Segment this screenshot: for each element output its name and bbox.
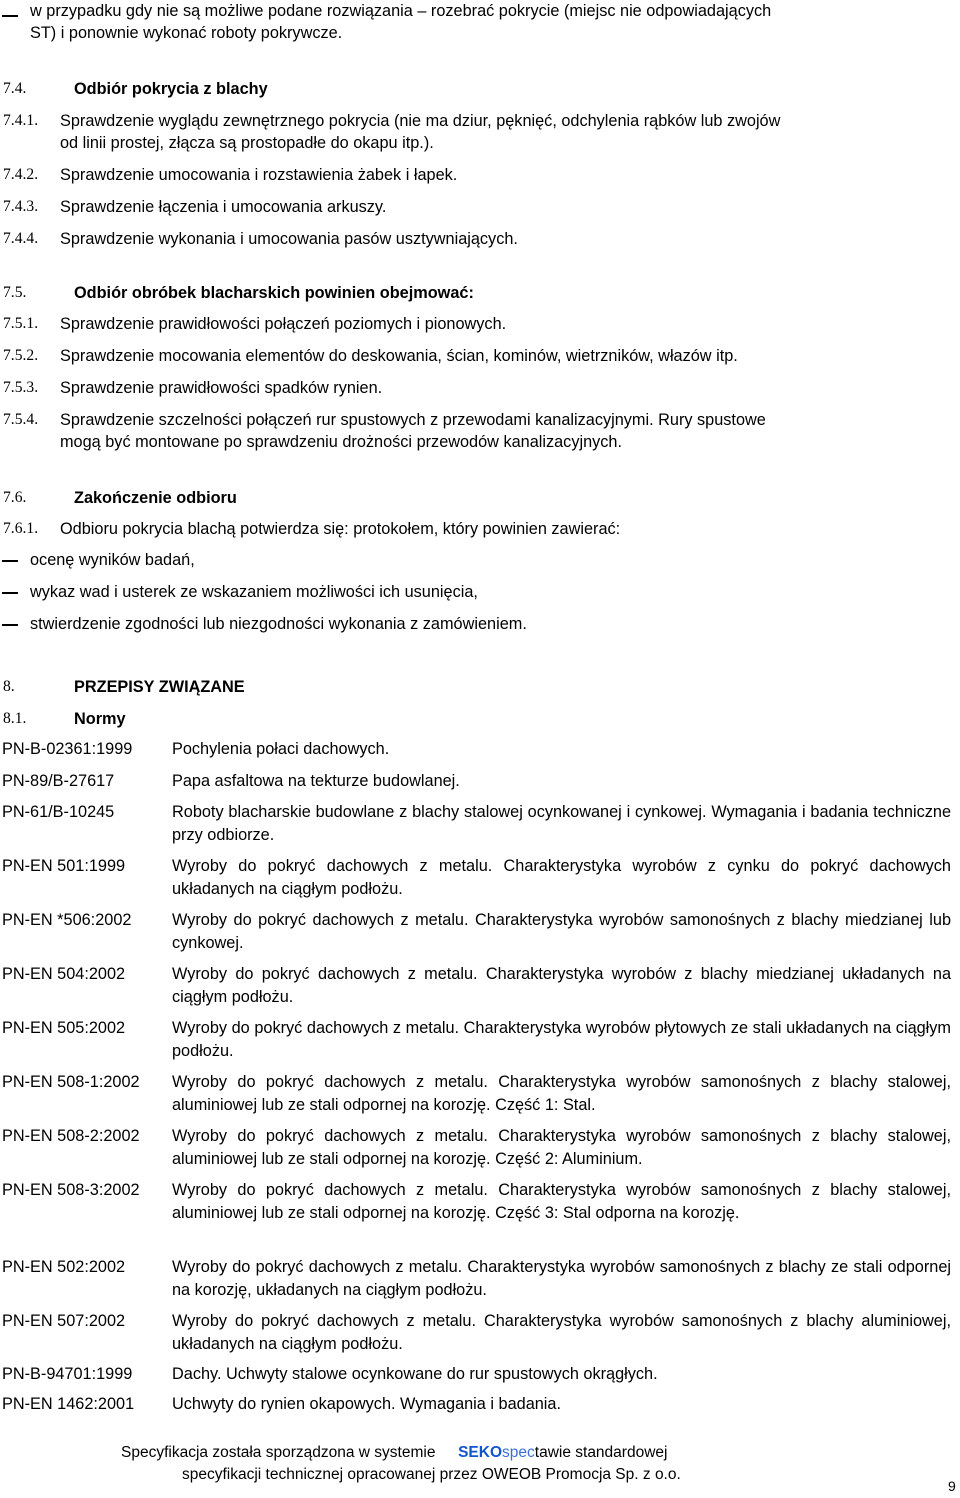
item-number: 7.5.4. bbox=[3, 411, 39, 428]
bullet-dash bbox=[2, 560, 18, 562]
footer-line-1 bbox=[121, 1444, 667, 1462]
norm-description: Dachy. Uchwyty stalowe ocynkowane do rur spustowych okrągłych. bbox=[172, 1365, 658, 1383]
bullet-item: stwierdzenie zgodności lub niezgodności wykonania z zamówieniem. bbox=[30, 615, 527, 633]
norm-code: PN-B-94701:1999 bbox=[2, 1365, 133, 1383]
norm-code: PN-EN 508-3:2002 bbox=[2, 1181, 140, 1199]
norm-description: Uchwyty do rynien okapowych. Wymagania i badania. bbox=[172, 1395, 561, 1413]
item-text: Sprawdzenie umocowania i rozstawienia żabek i łapek. bbox=[60, 166, 458, 184]
chapter-title: PRZEPISY ZWIĄZANE bbox=[74, 678, 245, 696]
norm-code: PN-89/B-27617 bbox=[2, 772, 115, 790]
footer-line-2: specyfikacji technicznej opracowanej przez OWEOB Promocja Sp. z o.o. bbox=[182, 1466, 681, 1483]
item-text: Sprawdzenie szczelności połączeń rur spustowych z przewodami kanalizacyjnymi. Rury spustowe bbox=[60, 411, 766, 429]
intro-line-2: ST) i ponownie wykonać roboty pokrywcze. bbox=[30, 24, 343, 42]
norm-code: PN-61/B-10245 bbox=[2, 803, 115, 821]
norm-description: Papa asfaltowa na tekturze budowlanej. bbox=[172, 772, 460, 790]
section-number: 7.4. bbox=[3, 80, 27, 97]
section-number: 8.1. bbox=[3, 710, 27, 727]
bullet-dash bbox=[2, 15, 18, 17]
norm-code: PN-EN 507:2002 bbox=[2, 1312, 126, 1330]
norm-description: Wyroby do pokryć dachowych z metalu. Charakterystyka wyrobów samonośnych z blachy miedzianej lub cynkowej. bbox=[172, 911, 951, 952]
item-number: 7.4.1. bbox=[3, 112, 39, 129]
section-number: 7.5. bbox=[3, 284, 27, 301]
item-text: Sprawdzenie mocowania elementów do deskowania, ścian, kominów, wietrzników, włazów itp. bbox=[60, 347, 738, 365]
item-text: od linii prostej, złącza są prostopadłe do okapu itp.). bbox=[60, 134, 434, 152]
norm-code: PN-B-02361:1999 bbox=[2, 740, 133, 758]
item-text: mogą być montowane po sprawdzeniu drożności przewodów kanalizacyjnych. bbox=[60, 433, 622, 451]
item-text: Sprawdzenie łączenia i umocowania arkuszy. bbox=[60, 198, 387, 216]
item-number: 7.4.2. bbox=[3, 166, 39, 183]
sekospec-logo-text: SEKO bbox=[458, 1444, 503, 1461]
item-number: 7.5.1. bbox=[3, 315, 39, 332]
norm-description: Pochylenia połaci dachowych. bbox=[172, 740, 390, 758]
item-text: Odbioru pokrycia blachą potwierdza się: protokołem, który powinien zawierać: bbox=[60, 520, 621, 538]
norm-description: Wyroby do pokryć dachowych z metalu. Charakterystyka wyrobów z cynku do pokryć dachowych układanych na ciągłym podłożu. bbox=[172, 857, 951, 898]
norm-description: Wyroby do pokryć dachowych z metalu. Charakterystyka wyrobów płytowych ze stali układanych na ciągłym podłożu. bbox=[172, 1019, 951, 1060]
intro-line-1: w przypadku gdy nie są możliwe podane rozwiązania – rozebrać pokrycie (miejsc nie odpowiadających bbox=[30, 2, 772, 20]
footer-text: Specyfikacja została sporządzona w systemie bbox=[121, 1444, 436, 1461]
section-title: Odbiór pokrycia z blachy bbox=[74, 80, 268, 98]
item-number: 7.4.4. bbox=[3, 230, 39, 247]
norm-description: Roboty blacharskie budowlane z blachy stalowej ocynkowanej i cynkowej. Wymagania i badania techniczne przy odbiorze. bbox=[172, 803, 951, 844]
bullet-item: ocenę wyników badań, bbox=[30, 551, 195, 569]
item-number: 7.5.2. bbox=[3, 347, 39, 364]
item-text: Sprawdzenie prawidłowości połączeń poziomych i pionowych. bbox=[60, 315, 507, 333]
section-number: 7.6. bbox=[3, 489, 27, 506]
norm-code: PN-EN 508-1:2002 bbox=[2, 1073, 140, 1091]
chapter-number: 8. bbox=[3, 678, 15, 695]
norm-code: PN-EN *506:2002 bbox=[2, 911, 132, 929]
item-text: Sprawdzenie wykonania i umocowania pasów usztywniających. bbox=[60, 230, 518, 248]
norm-code: PN-EN 505:2002 bbox=[2, 1019, 126, 1037]
norm-code: PN-EN 1462:2001 bbox=[2, 1395, 135, 1413]
norm-description: Wyroby do pokryć dachowych z metalu. Charakterystyka wyrobów samonośnych z blachy stalowej, aluminiowej lub ze stali odpornej na korozję. Część 1: Stal. bbox=[172, 1073, 951, 1114]
section-title: Odbiór obróbek blacharskich powinien obejmować: bbox=[74, 284, 474, 302]
norm-code: PN-EN 502:2002 bbox=[2, 1258, 126, 1276]
norm-code: PN-EN 508-2:2002 bbox=[2, 1127, 140, 1145]
bullet-dash bbox=[2, 624, 18, 626]
section-title: Zakończenie odbioru bbox=[74, 489, 237, 507]
norm-description: Wyroby do pokryć dachowych z metalu. Charakterystyka wyrobów samonośnych z blachy stalowej, aluminiowej lub ze stali odpornej na korozję. Część 3: Stal odporna na korozję. bbox=[172, 1181, 951, 1222]
item-text: Sprawdzenie prawidłowości spadków rynien. bbox=[60, 379, 383, 397]
norm-code: PN-EN 504:2002 bbox=[2, 965, 126, 983]
bullet-item: wykaz wad i usterek ze wskazaniem możliwości ich usunięcia, bbox=[30, 583, 478, 601]
item-number: 7.4.3. bbox=[3, 198, 39, 215]
item-number: 7.5.3. bbox=[3, 379, 39, 396]
norm-description: Wyroby do pokryć dachowych z metalu. Charakterystyka wyrobów samonośnych z blachy ze stali odpornej na korozję, układanych na ciągłym podłożu. bbox=[172, 1258, 951, 1299]
norm-description: Wyroby do pokryć dachowych z metalu. Charakterystyka wyrobów samonośnych z blachy stalowej, aluminiowej lub ze stali odpornej na korozję. Część 2: Aluminium. bbox=[172, 1127, 951, 1168]
item-text: Sprawdzenie wyglądu zewnętrznego pokrycia (nie ma dziur, pęknięć, odchylenia rąbków lub zwojów bbox=[60, 112, 781, 130]
item-number: 7.6.1. bbox=[3, 520, 39, 537]
norm-code: PN-EN 501:1999 bbox=[2, 857, 126, 875]
norm-description: Wyroby do pokryć dachowych z metalu. Charakterystyka wyrobów samonośnych z blachy aluminiowej, układanych na ciągłym podłożu. bbox=[172, 1312, 951, 1353]
section-title: Normy bbox=[74, 710, 126, 728]
bullet-dash bbox=[2, 592, 18, 594]
page-number: 9 bbox=[948, 1478, 956, 1494]
sekospec-logo-suffix: spec bbox=[502, 1444, 535, 1461]
norm-description: Wyroby do pokryć dachowych z metalu. Charakterystyka wyrobów z blachy miedzianej układanych na ciągłym podłożu. bbox=[172, 965, 951, 1006]
footer-text: tawie standardowej bbox=[534, 1444, 668, 1461]
